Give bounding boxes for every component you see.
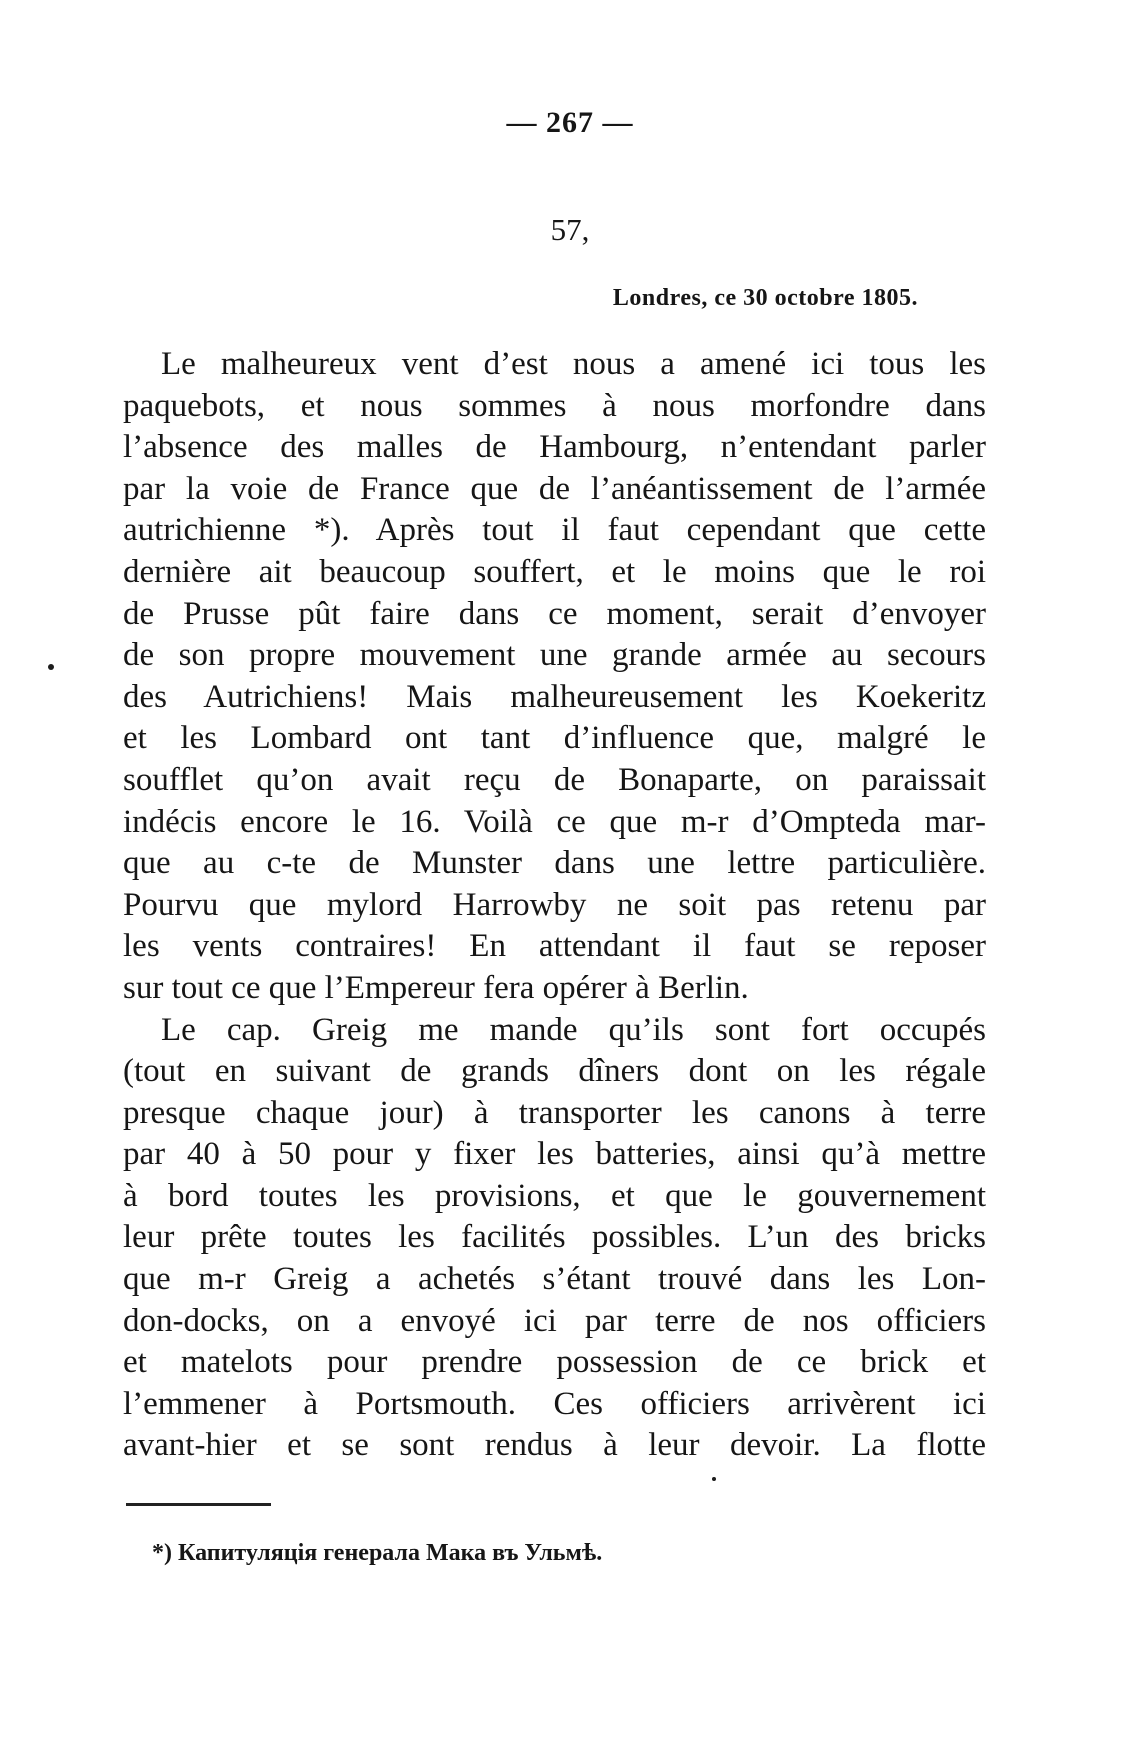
paragraph-first-line: Le malheureux vent d’est nous a amené ici tous les — [161, 346, 986, 382]
page-number: — 267 — — [506, 106, 634, 139]
letter-number: 57, — [550, 212, 590, 247]
paragraph-line: que m-r Greig a achetés s’étant trouvé dans les Lon- — [123, 1261, 986, 1298]
paragraph-line: presque chaque jour) à transporter les canons à terre — [123, 1094, 986, 1131]
paragraph-line: soufflet qu’on avait reçu de Bonaparte, on paraissait — [123, 761, 986, 798]
paragraph-line: et matelots pour prendre possession de ce brick et — [123, 1344, 986, 1381]
paragraph-line: de Prusse pût faire dans ce moment, serait d’envoyer — [123, 595, 986, 632]
paragraph-line: et les Lombard ont tant d’influence que, malgré le — [123, 720, 986, 757]
paragraph-line: à bord toutes les provisions, et que le gouvernement — [123, 1177, 986, 1214]
paragraph-line: l’absence des malles de Hambourg, n’entendant parler — [123, 429, 986, 466]
paragraph-line: (tout en suivant de grands dîners dont on les régale — [123, 1053, 986, 1090]
letter-body — [123, 344, 986, 1467]
footnote-divider — [126, 1503, 271, 1506]
paragraph-line: paquebots, et nous sommes à nous morfondre dans — [123, 387, 986, 424]
paragraph-line: les vents contraires! En attendant il faut se reposer — [123, 928, 986, 965]
paragraph-line: par 40 à 50 pour y fixer les batteries, ainsi qu’à mettre — [123, 1136, 986, 1173]
paragraph-line: sur tout ce que l’Empereur fera opérer à Berlin. — [123, 969, 749, 1006]
paragraph-line: avant-hier et se sont rendus à leur devoir. La flotte — [123, 1427, 986, 1464]
paragraph-line: Pourvu que mylord Harrowby ne soit pas retenu par — [123, 886, 986, 923]
paragraph-line: de son propre mouvement une grande armée au secours — [123, 637, 986, 674]
paragraph-first-line: Le cap. Greig me mande qu’ils sont fort occupés — [161, 1011, 986, 1048]
paragraph-line: leur prête toutes les facilités possibles. L’un des bricks — [123, 1219, 986, 1256]
paragraph-line: autrichienne *). Après tout il faut cependant que cette — [123, 512, 986, 549]
paragraph-line: par la voie de France que de l’anéantissement de l’armée — [123, 470, 986, 507]
footnote: *) Капитуляція генерала Мака въ Ульмѣ. — [152, 1540, 603, 1566]
paragraph-line: des Autrichiens! Mais malheureusement les Koekeritz — [123, 678, 986, 715]
margin-speck — [712, 1477, 716, 1481]
dateline: Londres, ce 30 octobre 1805. — [612, 285, 918, 311]
paragraph-line: don-docks, on a envoyé ici par terre de nos officiers — [123, 1302, 986, 1339]
paragraph-line: l’emmener à Portsmouth. Ces officiers arrivèrent ici — [123, 1385, 986, 1422]
paragraph-line: indécis encore le 16. Voilà ce que m-r d’Ompteda mar- — [123, 803, 986, 840]
margin-speck — [48, 664, 54, 670]
paragraph-line: dernière ait beaucoup souffert, et le moins que le roi — [123, 553, 986, 590]
paragraph-line: que au c-te de Munster dans une lettre particulière. — [123, 845, 986, 882]
